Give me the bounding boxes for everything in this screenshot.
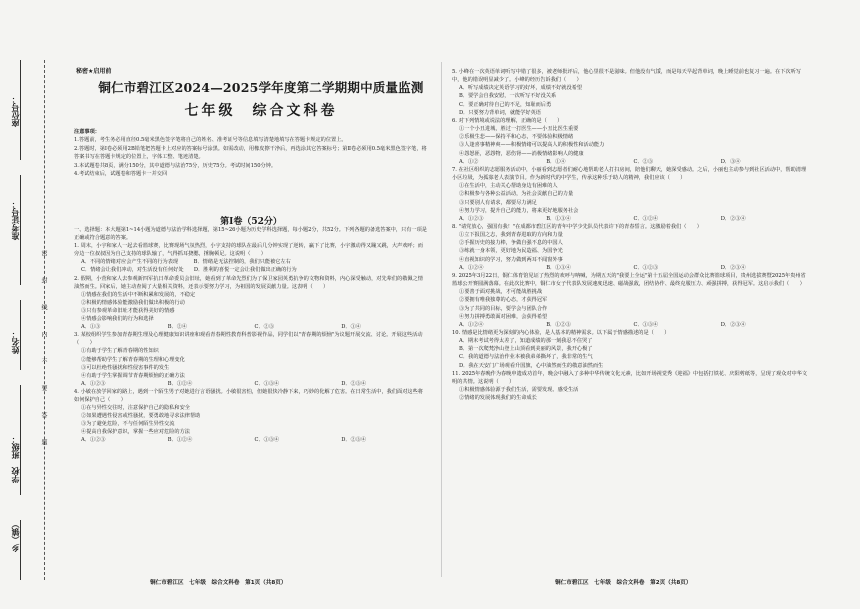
answer-choice: D．③④	[720, 158, 741, 165]
question-option: ②积极参与各种公益活动，为社会贡献自己的力量	[459, 191, 574, 198]
question-option: ①在生活中，主动关心帮助身边有困难的人	[459, 183, 558, 190]
question-option: ④直视知识的学习，努力做到两耳不闻窗外事	[459, 256, 563, 263]
exam-number-label: 准考证号：	[11, 200, 20, 240]
school-class-label: 学校 班级：	[11, 435, 20, 483]
instructions-heading: 注意事项：	[74, 129, 100, 135]
question-text: 一、选择题：本大题第1~14小题为道德与法治学科选择题，第15~26小题为历史学科选择题，每小题2分，共52分。下列各题的备选答案中，只有一项是正确或符合题意的答案。	[74, 227, 427, 242]
question-text: 2. 假期，小萱和家人去参观新四军抗日革命委员会旧址，她看到了革命先烈们为了保卫家园英勇抗争的文物和资料，内心深受触动，对先辈们的敬佩之情油然而生。回家后，她主动查阅了大量相关资料，还表示要努力学习，为祖国的发展贡献力量。这表明（ ）	[74, 275, 423, 290]
question-option: ①积极情感体验源于我们生活，需要发现、感受生活	[459, 387, 579, 394]
answer-choices	[81, 323, 428, 331]
question-option: C．情绪会让我们冲动，对生活没有任何好处 D．胜利的喜悦一定会让我们做出正确的行为	[81, 267, 297, 274]
answer-choice: B．①③④	[546, 264, 571, 271]
secret-mark: 秘密★启用前	[76, 68, 112, 75]
answer-choice: A．①②③	[81, 380, 106, 387]
question-text: 9. 2025年3月22日，铜仁体育馆见证了热烈的欢呼与呐喊，为期五天的"我要上全运"第十五届全国运动会群众比赛篮球项目，贵州选拔赛暨2025年贵州省篮球公开赛圆满落幕。在此次比赛中，铜仁市女子代表队发展速度迅速、磁战强敌，团结协作、最终克服压力、顽强拼搏，获得冠军。这启示我们（ ）	[452, 272, 806, 288]
question-option: ①有助于学生了解青春期的性知识	[81, 348, 159, 355]
name-label: 姓名：	[11, 330, 20, 354]
question-option: B．第一次爬梵净山登上山顶看到美丽的风景，我开心极了	[459, 346, 593, 353]
answer-choice: B．①②④	[167, 380, 193, 387]
answer-choices	[81, 436, 428, 444]
answer-choices	[459, 215, 808, 223]
town-label: 乡（镇）	[11, 520, 20, 552]
question-option: ②积极的情感体验能激励我们做出积极的行动	[81, 299, 185, 306]
question-option: ④情感会影响我们的行为和选择	[81, 316, 154, 323]
footer-page-2: 铜仁市碧江区 七年级 综合文科卷 第2页（共8页）	[555, 580, 692, 586]
footer-page-1: 铜仁市碧江区 七年级 综合文科卷 第1页（共8页）	[150, 580, 287, 586]
answer-choice: A．①②③	[459, 215, 484, 222]
answer-choice: C．①②④	[633, 215, 659, 222]
exam-title: 铜仁市碧江区2024—2025学年度第二学期期中质量监测	[98, 80, 424, 95]
instruction-item: 2.答题时，第Ⅰ卷必须用2B铅笔把答题卡上对应的答案标号涂黑。如需改动，用橡皮擦干净后，再选涂其它答案标号；第Ⅱ卷必须用0.5毫米黑色签字笔，将答案书写在答题卡规定的位置上，字体工整、笔迹清楚。	[74, 145, 427, 161]
question-option: ④努力拼搏勇敢面对困难，会获得希望	[459, 313, 548, 320]
question-option: ②情绪的发展体现我们的生命成长	[459, 395, 537, 402]
question-option: C．我的道德与法治作业本被我弟弟撕坏了，我非常的生气	[459, 354, 593, 361]
question-text: 1. 周末，小宇和家人一起去看篮球赛，比赛现场气氛热烈，小宇支持的球队在最后几分钟实现了逆转，赢下了比赛，小宇激动得又蹦又跳，大声欢呼；而旁边一位叔叔因为自己支持的球队输了，气得抓耳挠腮，捶胸顿足。这说明（ ）	[74, 243, 423, 258]
seal-notice: 密 封 线 内 不 要 答 题	[40, 250, 47, 448]
answer-choice: A．①②	[459, 158, 479, 165]
question-option: ③为了避免危险，不与任何陌生异性交流	[81, 421, 175, 428]
answer-choices	[459, 158, 808, 166]
instruction-item: 3.本试题卷共8页，满分150分，其中道德与法治75分，历史75分。考试时间150分钟。	[74, 162, 277, 169]
question-option: D．我在天安门广场观看升国旗，心中油然而生的敬意油然而生	[459, 362, 604, 369]
answer-choices	[81, 380, 428, 388]
question-option: ②手握历史的接力棒，争做自强不息的中国人	[459, 240, 563, 247]
answer-choice: B．①②③	[546, 321, 571, 328]
question-option: ④怨怒匪，恶怨物，恶伤肾——消极情绪影响人的健康	[459, 150, 584, 157]
instruction-item: 4.考试结束后，试题卷和答题卡一并交回	[74, 171, 168, 178]
question-option: A．听写成绩决定英语学习的好坏，成绩不好就没希望	[459, 85, 583, 92]
answer-choice: C．②③	[254, 324, 275, 331]
question-text: 4. 小敏在放学回家的路上，遇到一个陌生男子对她进行言语骚扰。小敏很害怕，但她很快冷静下来，巧妙的化解了危害。在日常生活中，我们面对这些将如何保护自己（ ）	[74, 388, 423, 403]
answer-choice: D．①④	[341, 324, 361, 331]
answer-choice: C．①③④	[254, 380, 280, 387]
part-heading: 第Ⅰ卷（52分）	[220, 217, 282, 227]
question-option: ②乐极生悲——保持平和心态，不要体验积极情绪	[459, 134, 574, 141]
left-column-questions	[74, 226, 428, 445]
answer-choice: A．①②③	[81, 437, 106, 444]
seat-label: 座位号：	[11, 95, 20, 127]
question-text: 8. "请党放心，强国有我！"在成都市碧江区的青年中学少先队员代表许下的青春誓言。这激励着我们（ ）	[452, 223, 702, 230]
question-option: ④努力学习，提升自己的能力，将来更好地服务社会	[459, 207, 579, 214]
question-text: 11. 2025年春晚作为春晚申遗成功首年，晚会中融入了多种中华传统文化元素，比如开场视觉秀《迎福》中包括打铁花、庆阳剪纸等，呈现了观众对中华文明的共情。这说明（ ）	[452, 370, 808, 385]
instruction-item: 1.答题前，考生务必用直径0.5毫米黑色签字笔将自己的姓名、准考证号等信息填写清楚地填写在答题卡规定的位置上。	[74, 137, 347, 144]
question-option: ①立下报国之志，我到青春进取的方向和力量	[459, 232, 563, 239]
answer-choice: D．②③④	[341, 380, 367, 387]
answer-choice: A．①③	[81, 324, 101, 331]
answer-choice: B．①②④	[167, 437, 193, 444]
question-option: ①情感在我们的生活中不断积累和发展的，不稳定	[81, 291, 196, 298]
answer-choice: B．①③④	[546, 215, 571, 222]
answer-choice: D．②③④	[341, 437, 367, 444]
answer-choice: C．①②③	[633, 264, 659, 271]
answer-choice: A．①②④	[459, 264, 484, 271]
question-option: ③为了共同的目标，要学会与团队合作	[459, 305, 548, 312]
question-option: B．要学会自我安慰，一次听写不好没关系	[459, 93, 557, 100]
question-text: 3. 某校组织学生参加青春期生理及心理健康知识讲座和观看青春期性教育科普影视作品，同学们以"青春期的烦恼"为议题开展交流、讨论。开展这些活动（ ）	[74, 332, 423, 347]
question-text: 5. 小峰在一次英语单词听写中错了很多，被老师批评后，他心里很不是滋味。但他没有气馁，而是每天早起背单词，晚上睡觉前也复习一遍。在下次听写中，他的错误明显减少了。小峰的经历告诉我们（ ）	[452, 69, 801, 84]
question-option: ④有助于学生掌握调节青春期烦恼的正确方法	[81, 372, 185, 379]
answer-choice: D．②③④	[720, 215, 746, 222]
question-option: C．要正确对待自己的不足，知耻而后勇	[459, 101, 552, 108]
answer-choice: C．①③④	[254, 437, 280, 444]
question-option: ③只要别人有请求，都要尽力满足	[459, 199, 537, 206]
instructions	[74, 128, 428, 178]
question-option: ①要善于面对挑战，才可能战胜挑战	[459, 289, 543, 296]
question-option: D．只要努力背单词，就能学好英语	[459, 109, 541, 116]
right-column-questions	[452, 68, 808, 402]
question-option: ③只有参观革命旧址才能获得美好的情感	[81, 307, 175, 314]
answer-choice: D．②③④	[720, 264, 746, 271]
question-option: ②要拥有唯我独尊的心态，才获得冠军	[459, 297, 548, 304]
question-text: 6. 对下列情境或说法的理解，正确的是（ ）	[452, 117, 563, 124]
column-divider	[441, 62, 442, 577]
question-option: ①在与异性交往时，注意保护自己的隐私和安全	[81, 405, 190, 412]
question-option: ④提高自我保护意识，掌握一些应对危险的方法	[81, 429, 190, 436]
question-option: ①一个小丑进城，胜过一打医生——小丑比医生重要	[459, 126, 579, 133]
answer-choice: B．①④	[546, 158, 566, 165]
question-option: ②能够帮助学生了解青春期的生理和心理变化	[81, 356, 185, 363]
answer-choice: C．①③④	[633, 321, 659, 328]
answer-choices	[459, 264, 808, 272]
answer-choice: B．②④	[167, 324, 188, 331]
question-option: ③练就一身本领，更好地为民造福、为国争光	[459, 248, 563, 255]
exam-subtitle: 七年级 综合文科卷	[184, 103, 338, 119]
binding-margin	[0, 0, 62, 609]
question-option: A．期末考试考得太差了，知道成绩的那一刻我忍不住哭了	[459, 338, 593, 345]
answer-choice: A．①②④	[459, 321, 484, 328]
question-option: ③可以杜绝性骚扰和性侵害事件的发生	[81, 364, 170, 371]
question-option: A．不同的情绪对应会产生不同的行为表现 B．情绪是无法控制的，我们只能被它左右	[81, 259, 291, 266]
answer-choice: D．②③④	[720, 321, 746, 328]
question-text: 7. 在社区组织的志愿服务活动中，小丽看到志愿者们耐心地帮助老人打扫房间，陪他们聊天，她深受感动。之后，小丽也主动参与到社区活动中，帮助清理小区垃圾，为孤寡老人表演节目。作为新时代的中学生，传承这种乐于助人的精神，我们应该（ ）	[452, 166, 807, 182]
answer-choices	[459, 321, 808, 329]
question-text: 10. 情感是比情绪更为深刻的内心体验，是人基本的精神需求。以下属于情感描述的是（ ）	[452, 330, 670, 336]
question-option: ③人逢喜事精神爽——积极情绪可以提高人的积极性和活动能力	[459, 142, 605, 149]
question-option: ②如果遭遇性侵害或性骚扰，要勇敢地寻求法律帮助	[81, 413, 201, 420]
answer-choice: C．②③	[633, 158, 654, 165]
